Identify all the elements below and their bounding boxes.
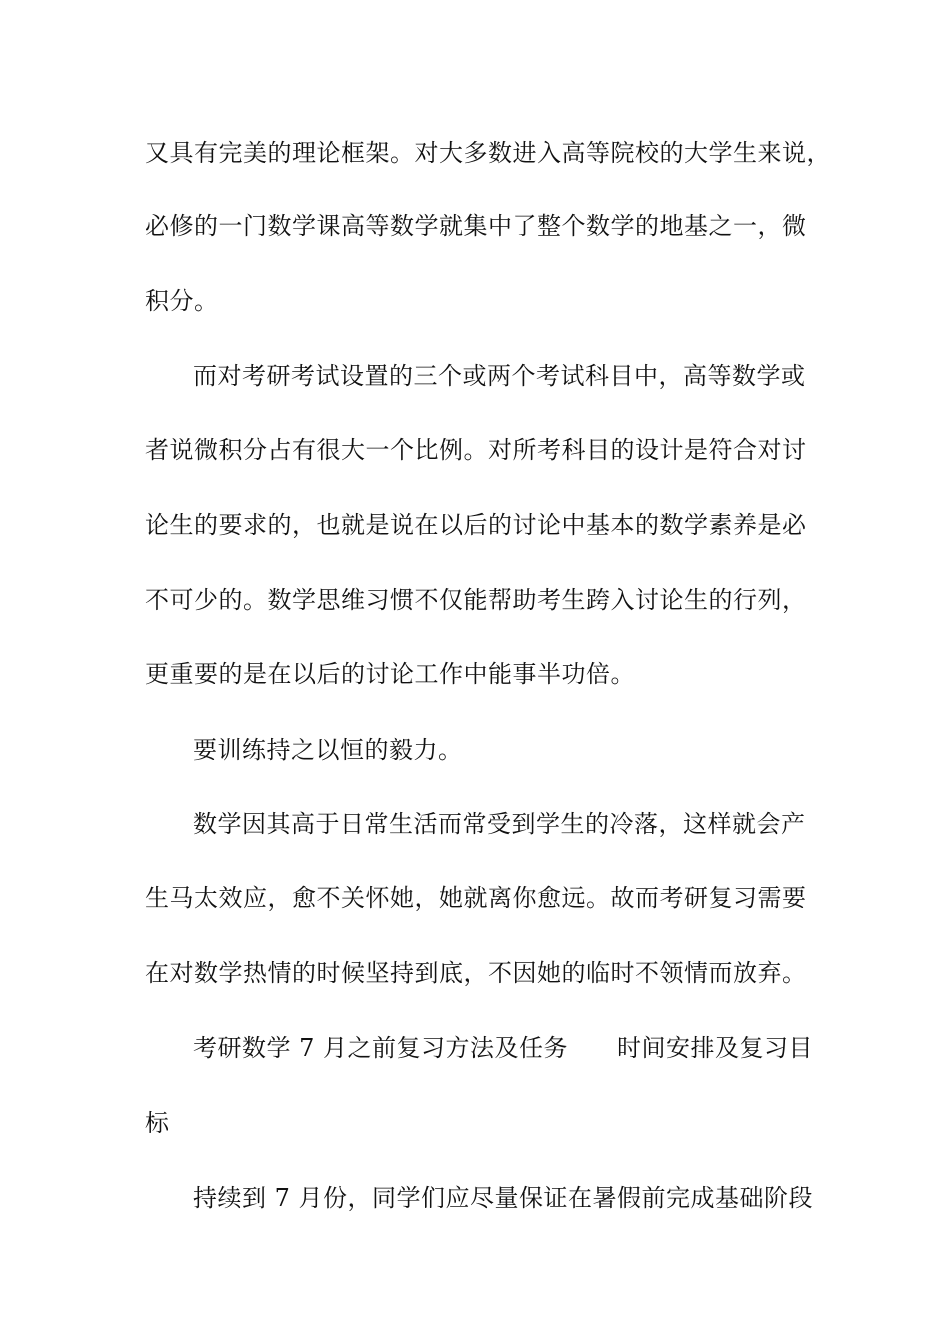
text-line: 持续到 7 月份，同学们应尽量保证在暑假前完成基础阶段 <box>193 1184 814 1212</box>
text-line: 论生的要求的，也就是说在以后的讨论中基本的数学素养是必 <box>145 511 807 539</box>
text-line: 标 <box>145 1109 170 1137</box>
text-line: 积分。 <box>145 287 219 315</box>
text-line: 又具有完美的理论框架。对大多数进入高等院校的大学生来说， <box>145 139 831 167</box>
text-line: 在对数学热情的时候坚持到底，不因她的临时不领情而放弃。 <box>145 959 807 987</box>
text-line: 必修的一门数学课高等数学就集中了整个数学的地基之一，微 <box>145 212 807 240</box>
text-line: 更重要的是在以后的讨论工作中能事半功倍。 <box>145 660 635 688</box>
text-line: 考研数学 7 月之前复习方法及任务 时间安排及复习目 <box>193 1034 814 1062</box>
text-line: 要训练持之以恒的毅力。 <box>193 736 463 764</box>
text-line: 生马太效应，愈不关怀她，她就离你愈远。故而考研复习需要 <box>145 884 807 912</box>
text-line: 不可少的。数学思维习惯不仅能帮助考生跨入讨论生的行列， <box>145 586 807 614</box>
text-line: 数学因其高于日常生活而常受到学生的冷落，这样就会产 <box>193 810 806 838</box>
text-line: 者说微积分占有很大一个比例。对所考科目的设计是符合对讨 <box>145 436 807 464</box>
text-line: 而对考研考试设置的三个或两个考试科目中，高等数学或 <box>193 362 806 390</box>
